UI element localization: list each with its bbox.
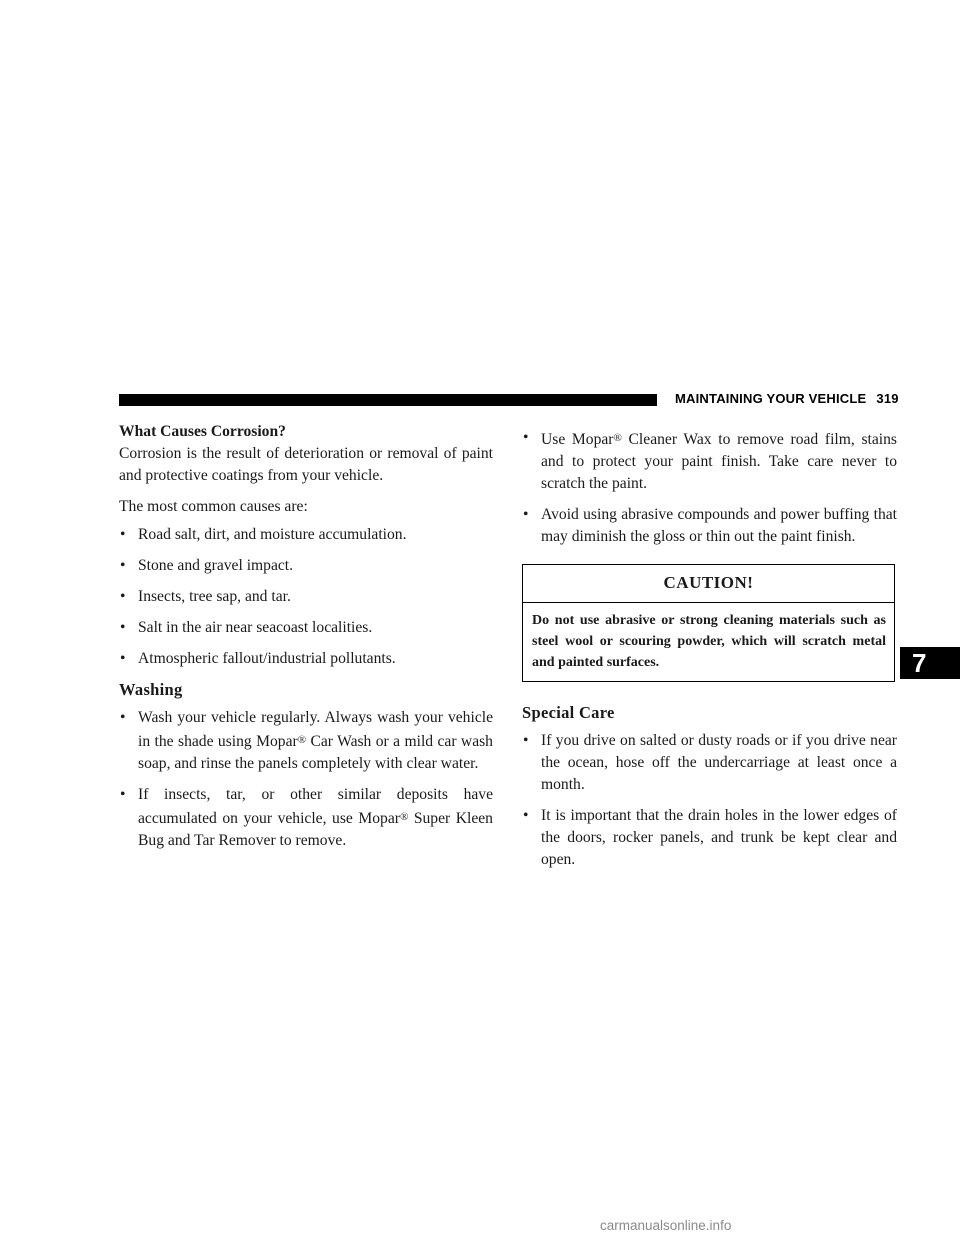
causes-intro: The most common causes are: [119,498,308,515]
header-rule [119,394,657,406]
bullet-icon: • [523,807,529,824]
corrosion-intro: Corrosion is the result of deterioration or removal of paint and protective coatings from your vehicle. [119,445,493,484]
running-header [675,391,899,406]
section-title: MAINTAINING YOUR VEHICLE [675,391,867,406]
list-item: • Wash your vehicle regularly. Always wash your vehicle in the shade using Mopar® Car Wash or a mild car wash soap, and rinse the panels completely with clear water. [120,709,493,772]
care-list [522,427,897,548]
page-number: 319 [876,391,899,406]
list-item: • Salt in the air near seacoast localities. [119,617,493,639]
list-item: • If you drive on salted or dusty roads or if you drive near the ocean, hose off the undercarriage at least once a month. [523,732,897,793]
caution-text: Do not use abrasive or strong cleaning materials such as steel wool or scouring powder, which will scratch metal and painted surfaces. [532,613,886,670]
causes-list [119,524,493,670]
caution-title: CAUTION! [523,565,894,603]
registered-mark: ® [399,811,409,823]
list-item: • Road salt, dirt, and moisture accumulation. [119,524,493,546]
registered-mark: ® [613,432,622,444]
bullet-icon: • [120,619,126,636]
registered-mark: ® [297,734,307,746]
list-item: • Atmospheric fallout/industrial pollutants. [119,648,493,670]
list-item: • Use Mopar® Cleaner Wax to remove road film, stains and to protect your paint finish. Take care never to scratch the paint. [523,429,897,492]
special-care-heading: Special Care [522,703,615,722]
chapter-tab: 7 [900,647,960,679]
bullet-icon: • [120,709,126,726]
list-item: • If insects, tar, or other similar deposits have accumulated on your vehicle, use Mopar® Super Kleen Bug and Tar Remover to remove. [120,786,493,849]
right-column [522,421,897,871]
bullet-icon: • [523,732,529,749]
caution-box [522,564,895,682]
bullet-icon: • [120,650,126,667]
list-item: • Stone and gravel impact. [119,555,493,577]
watermark: carmanualsonline.info [600,1218,732,1233]
bullet-icon: • [120,786,126,803]
corrosion-heading: What Causes Corrosion? [119,423,286,440]
washing-heading: Washing [119,680,183,699]
list-item: • Insects, tree sap, and tar. [119,586,493,608]
list-item: • It is important that the drain holes in the lower edges of the doors, rocker panels, and trunk be kept clear and open. [523,807,897,868]
bullet-icon: • [523,429,529,446]
bullet-icon: • [120,557,126,574]
bullet-icon: • [120,588,126,605]
special-care-list [522,730,897,871]
bullet-icon: • [523,506,529,523]
bullet-icon: • [120,526,126,543]
left-column [119,421,493,852]
washing-list [119,707,493,852]
list-item: • Avoid using abrasive compounds and power buffing that may diminish the gloss or thin out the paint finish. [523,506,897,545]
